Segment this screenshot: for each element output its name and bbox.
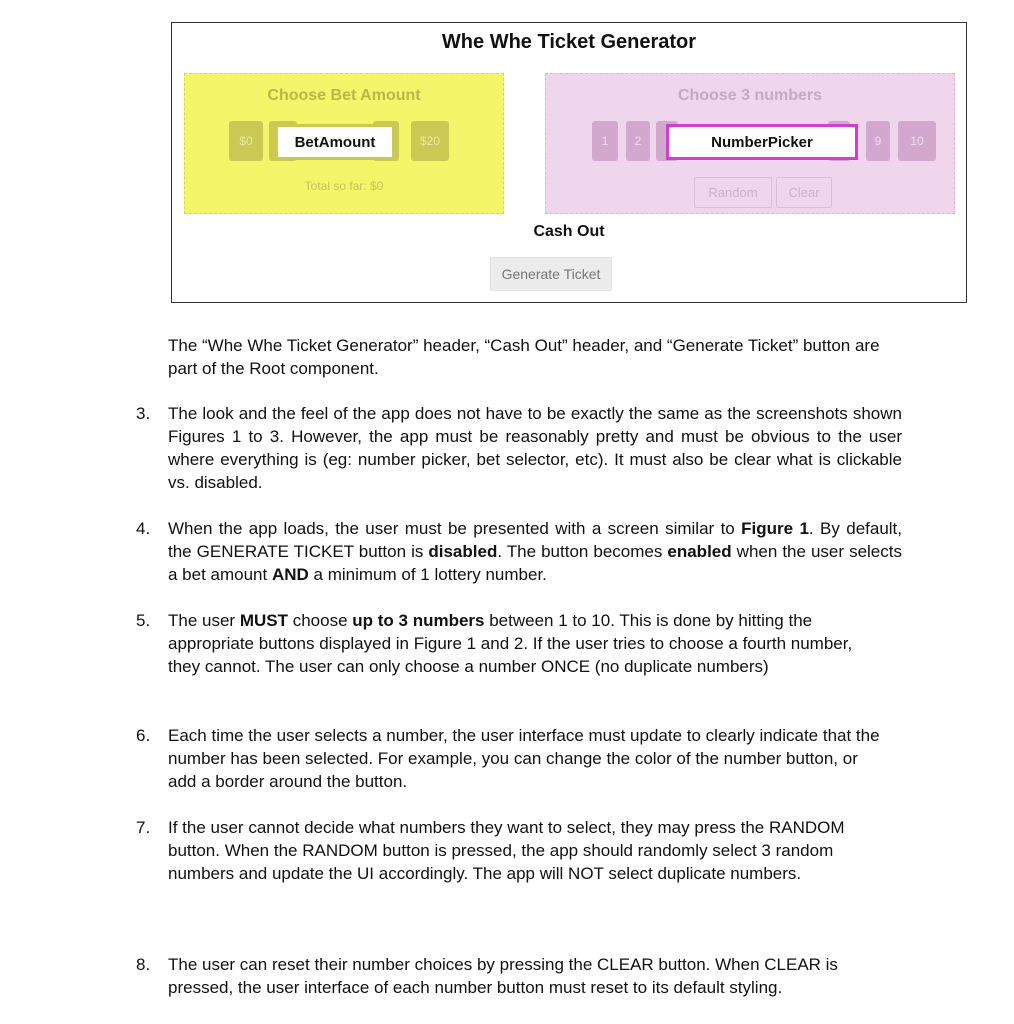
number-chip-9[interactable]: 9 xyxy=(866,121,890,161)
number-picker-panel xyxy=(545,73,955,214)
item-text xyxy=(168,517,902,586)
bold-run: MUST xyxy=(239,611,288,630)
item-text: If the user cannot decide what numbers they want to select, they may press the RANDOM button. When the RANDOM button is pressed, the app should randomly select 3 random numbers and update the UI accordingly. The app will NOT select duplicate numbers. xyxy=(168,818,845,883)
bet-chip-20[interactable]: $20 xyxy=(411,121,449,161)
clear-button[interactable]: Clear xyxy=(776,177,832,208)
text-run: between 1 to 10. This is done by hitting the appropriate buttons displayed in Figure 1 and 2. If the user tries to choose a fourth number, they cannot. The user can only choose a number ONCE (no duplicate numbers) xyxy=(168,611,853,676)
bet-amount-picker: BetAmount xyxy=(275,124,395,160)
intro-paragraph: The “Whe Whe Ticket Generator” header, “Cash Out” header, and “Generate Ticket” button are part of the Root component. xyxy=(168,336,880,378)
item-number: 8. xyxy=(136,955,151,974)
item-number: 5. xyxy=(136,611,151,630)
item-text: The user can reset their number choices by pressing the CLEAR button. When CLEAR is pressed, the user interface of each number button must reset to its default styling. xyxy=(168,955,838,997)
figure-1 xyxy=(171,22,967,303)
item-number: 4. xyxy=(136,519,151,538)
item-number: 3. xyxy=(136,404,151,423)
random-button[interactable]: Random xyxy=(694,177,772,208)
item-text: The look and the feel of the app does not have to be exactly the same as the screenshots shown Figures 1 to 3. However, the app must be reasonably pretty and must be obvious to the user where everything is (eg: number picker, bet selector, etc). It must also be clear what is clickable vs. disabled. xyxy=(168,404,902,492)
generate-ticket-button[interactable]: Generate Ticket xyxy=(490,257,612,291)
item-text xyxy=(168,609,888,678)
bold-run: up to 3 numbers xyxy=(352,611,485,630)
text-run: When the app loads, the user must be presented with a screen similar to xyxy=(168,519,742,538)
bold-run: disabled xyxy=(428,542,498,561)
number-chip-1[interactable]: 1 xyxy=(592,121,618,161)
bet-chip-0[interactable]: $0 xyxy=(229,121,263,161)
item-number: 6. xyxy=(136,726,151,745)
number-panel-title: Choose 3 numbers xyxy=(677,87,823,104)
item-number: 7. xyxy=(136,818,151,837)
text-run: a minimum of 1 lottery number. xyxy=(308,565,547,584)
text-run: choose xyxy=(287,611,353,630)
bold-run: enabled xyxy=(667,542,732,561)
text-run: . By default, the GENERATE TICKET button is xyxy=(168,519,903,561)
number-chip-10[interactable]: 10 xyxy=(898,121,936,161)
text-run: The user xyxy=(168,611,240,630)
bet-total: Total so far: $0 xyxy=(304,179,384,193)
item-text: Each time the user selects a number, the user interface must update to clearly indicate that the number has been selected. For example, you can change the color of the number button, or add a border around the button. xyxy=(168,726,880,791)
number-picker: NumberPicker xyxy=(666,124,858,160)
bold-run: AND xyxy=(271,565,309,584)
text-run: . The button becomes xyxy=(497,542,668,561)
number-chip-2[interactable]: 2 xyxy=(626,121,650,161)
app-title: Whe Whe Ticket Generator xyxy=(441,31,697,53)
bet-amount-panel xyxy=(184,73,504,214)
cash-out-header: Cash Out xyxy=(533,223,605,240)
text-run: when the user selects a bet amount xyxy=(168,542,902,584)
bold-run: Figure 1 xyxy=(741,519,809,538)
bet-panel-title: Choose Bet Amount xyxy=(267,87,421,104)
